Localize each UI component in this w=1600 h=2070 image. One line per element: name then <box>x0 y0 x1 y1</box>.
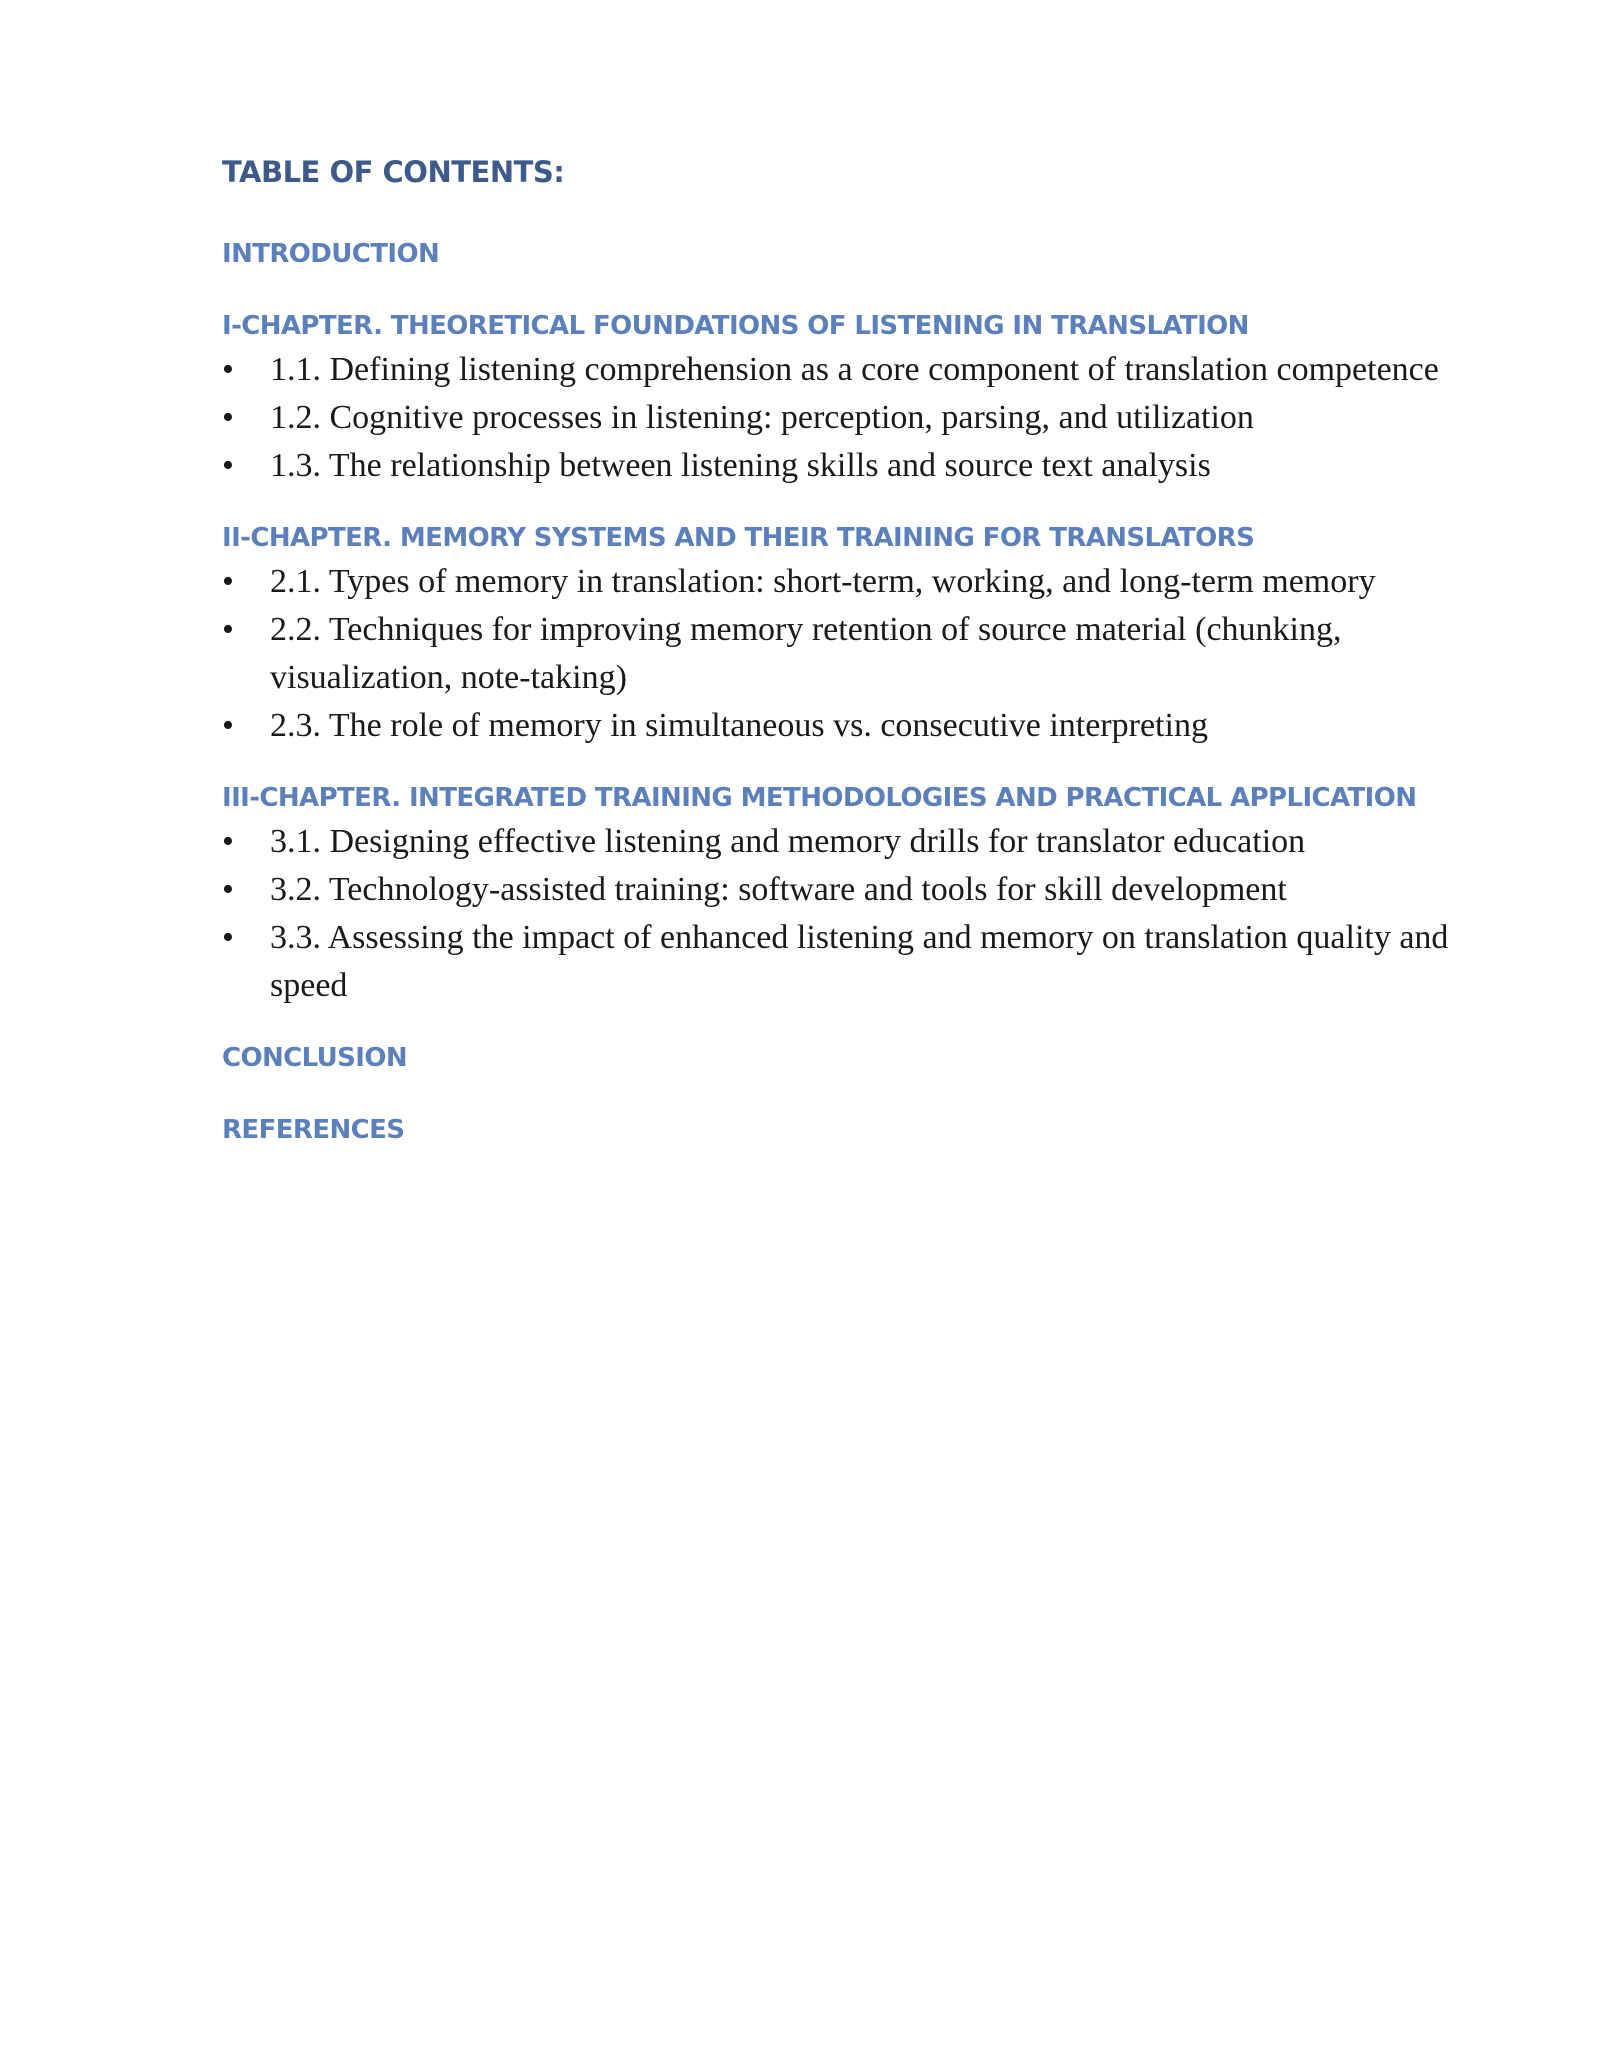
bullet-icon: • <box>222 919 234 956</box>
chapter-1-items <box>222 346 1482 490</box>
chapter-3-heading: III-CHAPTER. INTEGRATED TRAINING METHODOLOGIES AND PRACTICAL APPLICATION <box>222 783 1417 813</box>
list-item-text: 2.2. Techniques for improving memory retention of source material (chunking, visualization, note-taking) <box>270 611 1342 696</box>
list-item <box>222 442 1482 490</box>
list-item <box>222 346 1482 394</box>
bullet-icon: • <box>222 563 234 600</box>
toc-content <box>222 150 1482 1182</box>
toc-chapter-3 <box>222 778 1482 1010</box>
toc-title: TABLE OF CONTENTS: <box>222 155 565 189</box>
list-item <box>222 818 1482 866</box>
bullet-icon: • <box>222 447 234 484</box>
toc-chapter-2 <box>222 518 1482 750</box>
list-item-text: 2.1. Types of memory in translation: short-term, working, and long-term memory <box>270 563 1376 600</box>
bullet-icon: • <box>222 707 234 744</box>
list-item <box>222 558 1482 606</box>
toc-chapter-1 <box>222 306 1482 490</box>
toc-entry-conclusion <box>222 1038 1482 1078</box>
list-item <box>222 394 1482 442</box>
list-item-text: 3.3. Assessing the impact of enhanced listening and memory on translation quality and speed <box>270 919 1449 1004</box>
list-item-text: 3.2. Technology-assisted training: software and tools for skill development <box>270 871 1287 908</box>
list-item <box>222 606 1482 702</box>
list-item-text: 1.2. Cognitive processes in listening: perception, parsing, and utilization <box>270 399 1254 436</box>
introduction-heading: INTRODUCTION <box>222 239 440 269</box>
chapter-1-heading: I-CHAPTER. THEORETICAL FOUNDATIONS OF LISTENING IN TRANSLATION <box>222 311 1249 341</box>
list-item <box>222 866 1482 914</box>
chapter-2-items <box>222 558 1482 750</box>
bullet-icon: • <box>222 871 234 908</box>
bullet-icon: • <box>222 611 234 648</box>
conclusion-heading: CONCLUSION <box>222 1043 408 1073</box>
bullet-icon: • <box>222 823 234 860</box>
list-item-text: 3.1. Designing effective listening and memory drills for translator education <box>270 823 1306 860</box>
toc-entry-introduction <box>222 234 1482 274</box>
list-item <box>222 914 1482 1010</box>
list-item-text: 1.1. Defining listening comprehension as a core component of translation competence <box>270 351 1439 388</box>
list-item-text: 2.3. The role of memory in simultaneous vs. consecutive interpreting <box>270 707 1208 744</box>
chapter-2-heading: II-CHAPTER. MEMORY SYSTEMS AND THEIR TRAINING FOR TRANSLATORS <box>222 523 1255 553</box>
toc-entry-references <box>222 1110 1482 1150</box>
references-heading: REFERENCES <box>222 1115 405 1145</box>
chapter-3-items <box>222 818 1482 1010</box>
bullet-icon: • <box>222 399 234 436</box>
list-item-text: 1.3. The relationship between listening skills and source text analysis <box>270 447 1211 484</box>
list-item <box>222 702 1482 750</box>
bullet-icon: • <box>222 351 234 388</box>
